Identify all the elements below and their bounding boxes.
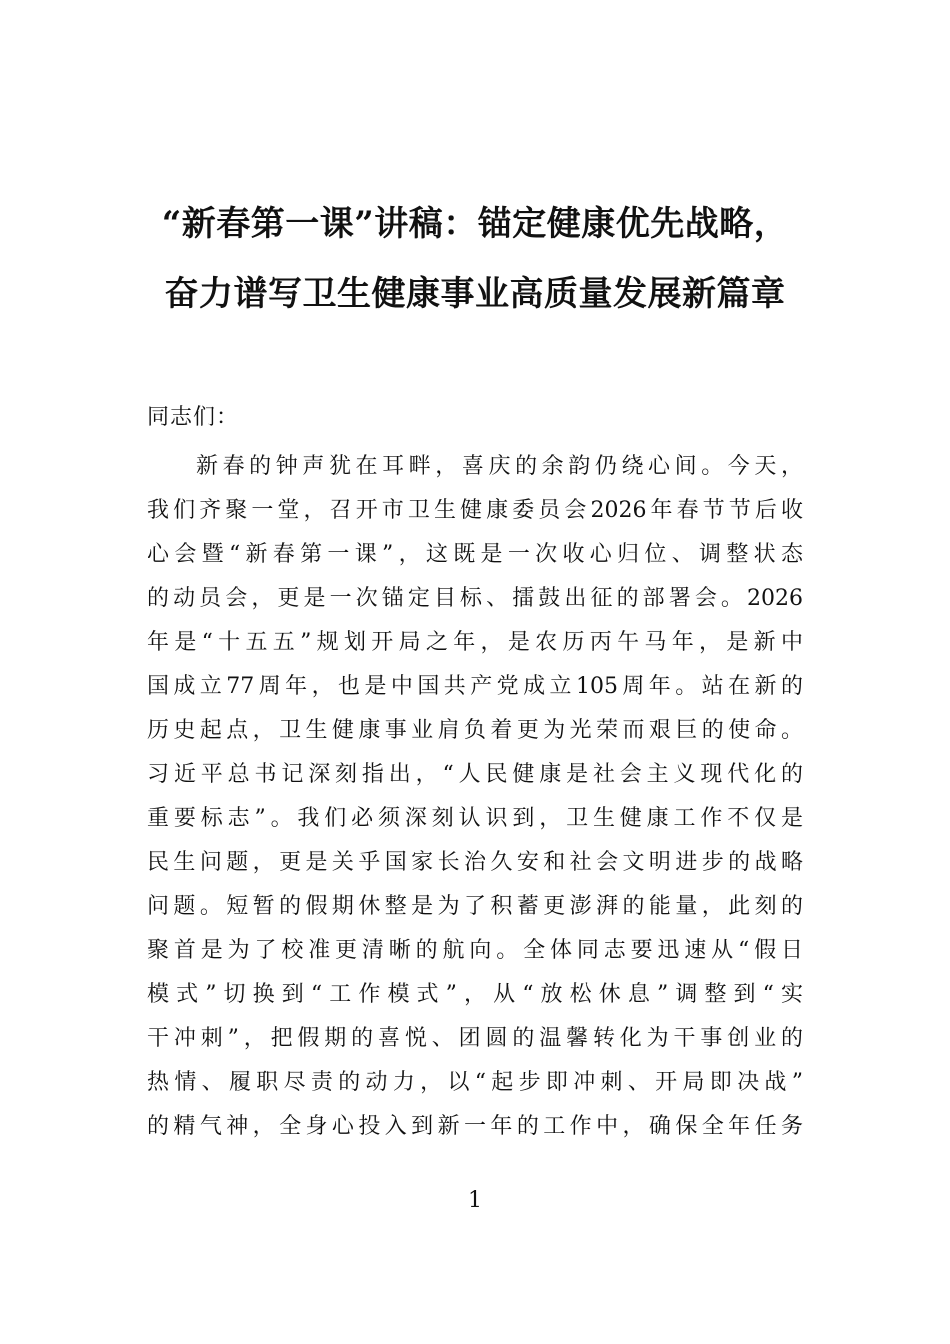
body-line: 干冲刺”，把假期的喜悦、团圆的温馨转化为干事创业的 [147, 1026, 803, 1051]
body-line: 心会暨“新春第一课”，这既是一次收心归位、调整状态 [147, 542, 803, 567]
body-line: 习近平总书记深刻指出，“人民健康是社会主义现代化的 [147, 762, 803, 787]
salutation: 同志们： [147, 405, 240, 430]
body-line: 的动员会，更是一次锚定目标、擂鼓出征的部署会。2026 [147, 586, 803, 611]
body-line: 历史起点，卫生健康事业肩负着更为光荣而艰巨的使命。 [147, 718, 803, 743]
body-line: 模式”切换到“工作模式”，从“放松休息”调整到“实 [147, 982, 803, 1007]
page-number: 1 [468, 1188, 482, 1213]
body-line: 热情、履职尽责的动力，以“起步即冲刺、开局即决战” [147, 1070, 803, 1095]
body-line: 我们齐聚一堂，召开市卫生健康委员会2026年春节节后收 [147, 498, 803, 523]
body-line: 新春的钟声犹在耳畔，喜庆的余韵仍绕心间。今天， [196, 454, 803, 479]
body-line: 聚首是为了校准更清晰的航向。全体同志要迅速从“假日 [147, 938, 803, 963]
document-title-line-1: “新春第一课”讲稿：锚定健康优先战略， [161, 204, 789, 244]
body-line: 国成立77周年，也是中国共产党成立105周年。站在新的 [147, 674, 803, 699]
body-line: 民生问题，更是关乎国家长治久安和社会文明进步的战略 [147, 850, 803, 875]
body-line: 重要标志”。我们必须深刻认识到，卫生健康工作不仅是 [147, 806, 803, 831]
body-line: 的精气神，全身心投入到新一年的工作中，确保全年任务 [147, 1114, 803, 1139]
body-line: 问题。短暂的假期休整是为了积蓄更澎湃的能量，此刻的 [147, 894, 803, 919]
document-title-line-2: 奋力谱写卫生健康事业高质量发展新篇章 [164, 274, 786, 314]
body-line: 年是“十五五”规划开局之年，是农历丙午马年，是新中 [147, 630, 803, 655]
